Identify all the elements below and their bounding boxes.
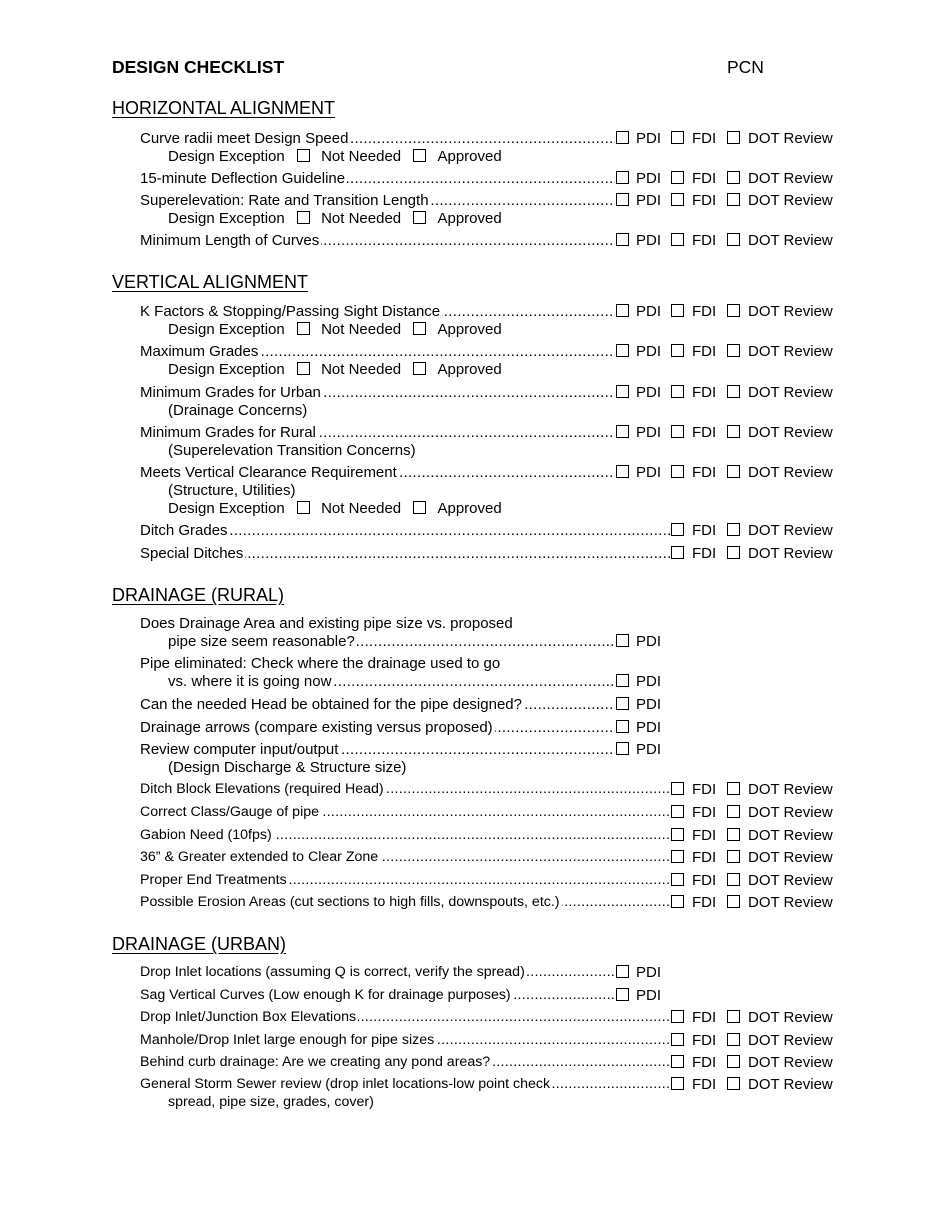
pdi-checkbox[interactable] <box>616 233 629 246</box>
pdi-checkbox[interactable] <box>616 385 629 398</box>
dot-review-checkbox[interactable] <box>727 131 740 144</box>
checklist-item: ..... Gabion Need (10fps) FDI DOT Review <box>140 826 850 845</box>
checklist-item: ..... Drainage arrows (compare existing versus proposed) PDI <box>140 718 850 737</box>
design-exception-row: Design Exception Not Needed Approved <box>168 500 502 517</box>
fdi-checkbox[interactable] <box>671 171 684 184</box>
pdi-checkbox[interactable] <box>616 425 629 438</box>
dot-review-checkbox[interactable] <box>727 193 740 206</box>
checklist-item: ..... Minimum Grades for Rural PDI FDI DOT Review <box>140 423 850 442</box>
fdi-checkbox[interactable] <box>671 828 684 841</box>
dot-review-checkbox[interactable] <box>727 782 740 795</box>
checklist-item: ..... Special Ditches FDI DOT Review <box>140 544 850 563</box>
checklist-item: ..... K Factors & Stopping/Passing Sight Distance PDI FDI DOT Review <box>140 302 850 321</box>
checklist-item: ..... Maximum Grades PDI FDI DOT Review <box>140 342 850 361</box>
checklist-item-line: Pipe eliminated: Check where the drainage used to go <box>140 655 501 672</box>
item-note: spread, pipe size, grades, cover) <box>168 1094 374 1110</box>
checklist-item: ..... Drop Inlet/Junction Box Elevations FDI DOT Review <box>140 1008 850 1027</box>
dot-review-checkbox[interactable] <box>727 385 740 398</box>
fdi-checkbox[interactable] <box>671 1033 684 1046</box>
section-horizontal-alignment: HORIZONTAL ALIGNMENT <box>112 98 336 118</box>
fdi-checkbox[interactable] <box>671 546 684 559</box>
section-drainage-rural: DRAINAGE (RURAL) <box>112 585 285 605</box>
pdi-checkbox[interactable] <box>616 171 629 184</box>
approved-checkbox[interactable] <box>413 322 426 335</box>
pdi-checkbox[interactable] <box>616 742 629 755</box>
dot-review-checkbox[interactable] <box>727 873 740 886</box>
fdi-checkbox[interactable] <box>671 895 684 908</box>
dot-review-checkbox[interactable] <box>727 425 740 438</box>
fdi-checkbox[interactable] <box>671 233 684 246</box>
dot-review-checkbox[interactable] <box>727 523 740 536</box>
not-needed-checkbox[interactable] <box>297 501 310 514</box>
pdi-checkbox[interactable] <box>616 965 629 978</box>
dot-review-checkbox[interactable] <box>727 171 740 184</box>
fdi-checkbox[interactable] <box>671 425 684 438</box>
approved-checkbox[interactable] <box>413 501 426 514</box>
checklist-item: ..... Meets Vertical Clearance Requirement PDI FDI DOT Review <box>140 463 850 482</box>
not-needed-checkbox[interactable] <box>297 362 310 375</box>
pdi-checkbox[interactable] <box>616 193 629 206</box>
dot-review-checkbox[interactable] <box>727 304 740 317</box>
pdi-checkbox[interactable] <box>616 344 629 357</box>
fdi-checkbox[interactable] <box>671 782 684 795</box>
checklist-item: ..... Proper End Treatments FDI DOT Review <box>140 871 850 890</box>
section-vertical-alignment: VERTICAL ALIGNMENT <box>112 272 309 292</box>
checklist-item: ..... Curve radii meet Design Speed PDI FDI DOT Review <box>140 129 850 148</box>
checklist-item: ..... pipe size seem reasonable? PDI <box>168 632 668 651</box>
fdi-checkbox[interactable] <box>671 385 684 398</box>
fdi-checkbox[interactable] <box>671 304 684 317</box>
design-exception-row: Design Exception Not Needed Approved <box>168 321 502 338</box>
approved-checkbox[interactable] <box>413 211 426 224</box>
checklist-item: ..... 36” & Greater extended to Clear Zone FDI DOT Review <box>140 848 850 867</box>
dot-review-checkbox[interactable] <box>727 805 740 818</box>
checklist-item: ..... Manhole/Drop Inlet large enough for pipe sizes FDI DOT Review <box>140 1031 850 1050</box>
fdi-checkbox[interactable] <box>671 523 684 536</box>
checklist-item: ..... Review computer input/output PDI <box>140 740 850 759</box>
fdi-checkbox[interactable] <box>671 873 684 886</box>
checklist-item: ..... Superelevation: Rate and Transition Length PDI FDI DOT Review <box>140 191 850 210</box>
dot-review-checkbox[interactable] <box>727 850 740 863</box>
checklist-item: ..... Correct Class/Gauge of pipe FDI DOT Review <box>140 803 850 822</box>
item-note: (Superelevation Transition Concerns) <box>168 442 416 459</box>
section-drainage-urban: DRAINAGE (URBAN) <box>112 934 287 954</box>
dot-review-checkbox[interactable] <box>727 1010 740 1023</box>
pdi-checkbox[interactable] <box>616 674 629 687</box>
fdi-checkbox[interactable] <box>671 1010 684 1023</box>
pdi-checkbox[interactable] <box>616 697 629 710</box>
checklist-item: ..... Behind curb drainage: Are we creating any pond areas? FDI DOT Review <box>140 1053 850 1072</box>
approved-checkbox[interactable] <box>413 149 426 162</box>
checklist-item: ..... Possible Erosion Areas (cut sections to high fills, downspouts, etc.) FDI DOT Review <box>140 893 850 912</box>
fdi-checkbox[interactable] <box>671 850 684 863</box>
checklist-item: ..... Sag Vertical Curves (Low enough K for drainage purposes) PDI <box>140 986 850 1005</box>
dot-review-checkbox[interactable] <box>727 546 740 559</box>
pdi-checkbox[interactable] <box>616 988 629 1001</box>
checklist-item-line: Does Drainage Area and existing pipe size vs. proposed <box>140 615 513 632</box>
item-note: (Design Discharge & Structure size) <box>168 759 407 776</box>
fdi-checkbox[interactable] <box>671 193 684 206</box>
dot-review-checkbox[interactable] <box>727 465 740 478</box>
fdi-checkbox[interactable] <box>671 1055 684 1068</box>
checklist-item: ..... Minimum Grades for Urban PDI FDI DOT Review <box>140 383 850 402</box>
pdi-checkbox[interactable] <box>616 634 629 647</box>
pdi-checkbox[interactable] <box>616 720 629 733</box>
pcn-label: PCN <box>727 57 764 77</box>
dot-review-checkbox[interactable] <box>727 1077 740 1090</box>
fdi-checkbox[interactable] <box>671 805 684 818</box>
design-exception-row: Design Exception Not Needed Approved <box>168 361 502 378</box>
item-note: (Drainage Concerns) <box>168 402 308 419</box>
dot-review-checkbox[interactable] <box>727 344 740 357</box>
not-needed-checkbox[interactable] <box>297 211 310 224</box>
dot-review-checkbox[interactable] <box>727 233 740 246</box>
approved-checkbox[interactable] <box>413 362 426 375</box>
checklist-item: ..... 15-minute Deflection Guideline PDI FDI DOT Review <box>140 169 850 188</box>
checklist-item: ..... Ditch Block Elevations (required Head) FDI DOT Review <box>140 780 850 799</box>
checklist-item: ..... Drop Inlet locations (assuming Q is correct, verify the spread) PDI <box>140 963 850 982</box>
not-needed-checkbox[interactable] <box>297 322 310 335</box>
dot-review-checkbox[interactable] <box>727 1055 740 1068</box>
checklist-item: ..... Ditch Grades FDI DOT Review <box>140 521 850 540</box>
checklist-item: ..... General Storm Sewer review (drop inlet locations-low point check FDI DOT Review <box>140 1075 850 1094</box>
item-note: (Structure, Utilities) <box>168 482 296 499</box>
design-exception-row: Design Exception Not Needed Approved <box>168 210 502 227</box>
fdi-checkbox[interactable] <box>671 344 684 357</box>
fdi-checkbox[interactable] <box>671 1077 684 1090</box>
dot-review-checkbox[interactable] <box>727 895 740 908</box>
checklist-item: ..... vs. where it is going now PDI <box>168 672 668 691</box>
dot-review-checkbox[interactable] <box>727 828 740 841</box>
fdi-checkbox[interactable] <box>671 465 684 478</box>
not-needed-checkbox[interactable] <box>297 149 310 162</box>
pdi-checkbox[interactable] <box>616 465 629 478</box>
checklist-item: ..... Minimum Length of Curves PDI FDI DOT Review <box>140 231 850 250</box>
dot-review-checkbox[interactable] <box>727 1033 740 1046</box>
checklist-item: ..... Can the needed Head be obtained for the pipe designed? PDI <box>140 695 850 714</box>
pdi-checkbox[interactable] <box>616 304 629 317</box>
design-exception-row: Design Exception Not Needed Approved <box>168 148 502 165</box>
page-title: DESIGN CHECKLIST <box>112 57 285 77</box>
fdi-checkbox[interactable] <box>671 131 684 144</box>
pdi-checkbox[interactable] <box>616 131 629 144</box>
